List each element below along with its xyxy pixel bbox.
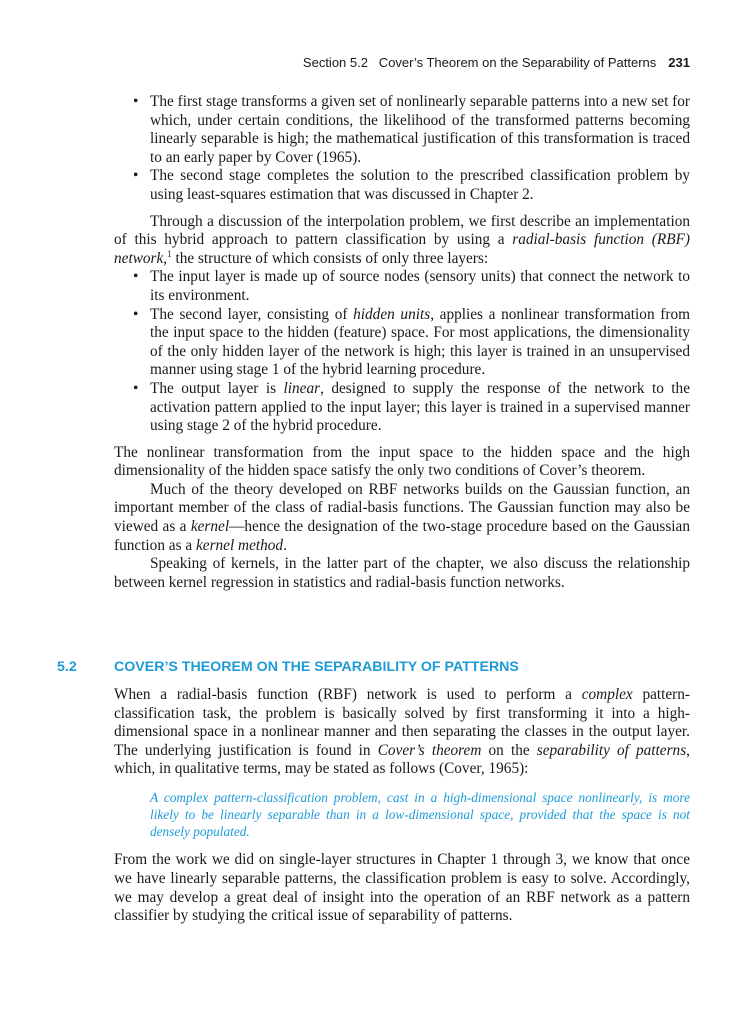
section-title: COVER’S THEOREM ON THE SEPARABILITY OF PATTERNS	[114, 659, 519, 675]
emphasis: complex	[581, 686, 633, 703]
list-item: • The first stage transforms a given set of nonlinearly separable patterns into a new set for which, under certain conditions, the likelihood of the transformed patterns becoming linearly separable is high; the mathematical justification of this transformation is traced to an early paper by Cover (1965).	[133, 93, 690, 166]
bullet-icon: •	[133, 379, 139, 397]
emphasis: kernel	[190, 518, 230, 536]
bullet-icon: •	[133, 167, 139, 185]
emphasis: hidden units	[353, 305, 431, 323]
emphasis: radial-basis function (RBF) network	[114, 231, 691, 267]
list-item: • The second layer, consisting of hidden units, applies a nonlinear transformation from the input space to the hidden (feature) space. For most applications, the dimensionality of the only hidden layer of the network is high; this layer is trained in an unsupervised manner using stage 1 of the hybrid learning procedure.	[133, 305, 690, 379]
theorem-quote: A complex pattern-classification problem, cast in a high-dimensional space nonlinearly, is more likely to be linearly separable than in a low-dimensional space, provided that the space is not densely populated.	[150, 789, 690, 839]
emphasis: linear	[283, 379, 321, 397]
list-item: • The input layer is made up of source nodes (sensory units) that connect the network to its environment.	[133, 268, 690, 304]
running-head	[114, 55, 690, 73]
paragraph-interpolation: Through a discussion of the interpolation problem, we first describe an implementation of this hybrid approach to pattern classification by using a radial-basis function (RBF) network,$^1$ the structure of which consists of only three layers:	[114, 212, 691, 267]
section-number: 5.2	[57, 659, 77, 675]
list-item: • The second stage completes the solution to the prescribed classification problem by using least-squares estimation that was discussed in Chapter 2.	[133, 167, 690, 203]
bullet-icon: •	[133, 93, 139, 110]
paragraph-gaussian: Much of the theory developed on RBF networks builds on the Gaussian function, an important member of the class of radial-basis functions. The Gaussian function may also be viewed as a kernel—hence the designation of the two-stage procedure based on the Gaussian function as a kernel method.	[114, 480, 690, 554]
emphasis: separability of patterns	[536, 741, 687, 759]
paragraph-cover: When a radial-basis function (RBF) network is used to perform a complex pattern-classification task, the problem is basically solved by first transforming it into a high-dimensional space in a nonlinear manner and then separating the classes in the output layer. The underlying justification is found in Cover’s theorem on the separability of patterns, which, in qualitative terms, may be stated as follows (Cover, 1965):	[114, 686, 691, 778]
stage-bullet-list	[114, 93, 690, 205]
lower-text-block	[114, 686, 690, 926]
emphasis: Cover’s theorem	[377, 741, 482, 759]
footnote-marker: 1	[167, 248, 172, 259]
layer-bullet-list	[114, 268, 690, 435]
paragraph-kernels: Speaking of kernels, in the latter part of the chapter, we also discuss the relationship between kernel regression in statistics and radial-basis function networks.	[114, 555, 690, 591]
paragraph-final: From the work we did on single-layer structures in Chapter 1 through 3, we know that once we have linearly separable patterns, the classification problem is easy to solve. Accordingly, we may develop a great deal of insight into the operation of an RBF network as a pattern classifier by studying the critical issue of separability of patterns.	[114, 851, 690, 925]
emphasis: kernel method	[195, 536, 284, 554]
running-head-section-title: Section 5.2 Cover’s Theorem on the Separability of Patterns	[302, 55, 657, 70]
paragraph-nonlinear: The nonlinear transformation from the input space to the hidden space and the high dimensionality of the hidden space satisfy the only two conditions of Cover’s theorem.	[114, 443, 690, 480]
bullet-icon: •	[133, 268, 139, 286]
list-item: • The output layer is linear, designed to supply the response of the network to the activation pattern applied to the input layer; this layer is trained in a supervised manner using stage 2 of the hybrid procedure.	[133, 379, 690, 435]
upper-text-block	[114, 93, 690, 592]
section-heading	[57, 659, 690, 679]
page-number: 231	[668, 55, 690, 70]
bullet-icon: •	[133, 305, 139, 323]
